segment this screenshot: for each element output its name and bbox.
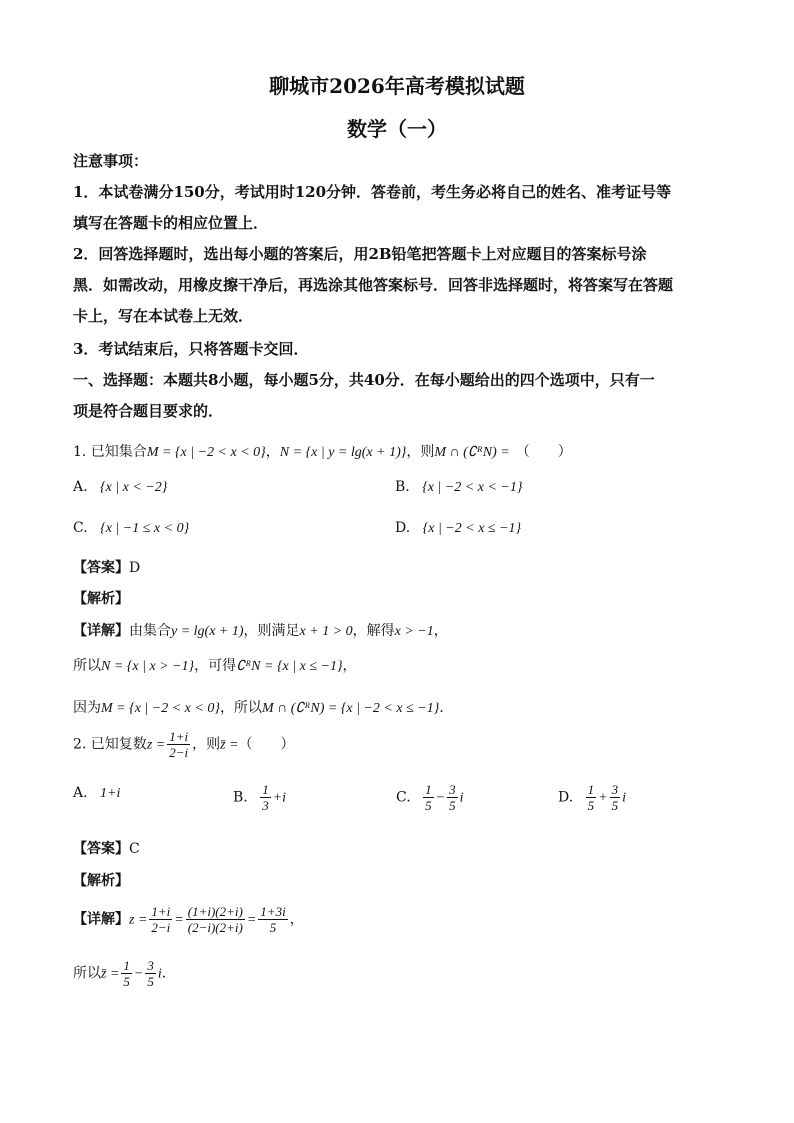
q2-so-frac1 bbox=[121, 958, 132, 989]
q2-then: ，则 bbox=[192, 736, 221, 753]
q1-option-d-text: {x | −2 < x ≤ −1} bbox=[422, 521, 522, 536]
q1-option-a bbox=[73, 479, 167, 496]
q2-d-eq2: = bbox=[246, 912, 257, 928]
q2-option-a-text: 1+i bbox=[100, 786, 121, 801]
notice-item-3: 3．考试结束后，只将答题卡交回． bbox=[73, 340, 309, 358]
q2-d-f3-num: 1+3i bbox=[260, 904, 286, 919]
q2-z-eq: z = bbox=[146, 737, 166, 753]
q1-option-b bbox=[395, 479, 522, 496]
q1-d2e: ， bbox=[342, 658, 357, 674]
q2-d-den1: 5 bbox=[587, 798, 595, 813]
q2-d-mid: + bbox=[598, 790, 608, 806]
q1-d3a: 因为 bbox=[73, 700, 101, 716]
question-1-stem bbox=[73, 441, 572, 461]
q2-so-tail: i bbox=[157, 966, 162, 982]
q2-option-d bbox=[558, 782, 626, 813]
q1-detail-line-2 bbox=[73, 655, 357, 675]
q1-paren: （ ） bbox=[515, 444, 572, 460]
q1-sep: ， bbox=[265, 444, 280, 460]
q2-b-den: 3 bbox=[262, 798, 269, 813]
q1-d3b: M = {x | −2 < x < 0} bbox=[101, 701, 220, 716]
q2-d-comma: ， bbox=[289, 911, 304, 928]
q2-prefix: 2. 已知复数 bbox=[73, 736, 147, 753]
q2-b-tail: +i bbox=[272, 790, 287, 806]
q2-zbar-eq: z̄ = bbox=[220, 737, 239, 753]
q2-d-frac3 bbox=[258, 904, 287, 935]
q1-answer-tag: 【答案】 bbox=[73, 560, 129, 576]
q2-c-den1: 5 bbox=[425, 798, 432, 813]
q2-analysis-tag: 【解析】 bbox=[73, 873, 129, 889]
q1-prefix: 1. 已知集合 bbox=[73, 444, 147, 460]
q1-d1b: y = lg(x + 1) bbox=[171, 624, 244, 639]
q2-option-d-frac2 bbox=[610, 782, 621, 813]
section-heading-line-1: 一、选择题：本题共8小题，每小题5分，共40分．在每小题给出的四个选项中，只有一 bbox=[73, 371, 655, 389]
q2-option-c-frac2 bbox=[447, 782, 458, 813]
q2-d-eq1: = bbox=[174, 912, 184, 928]
q1-d1c: ，则满足 bbox=[243, 623, 300, 639]
q2-d-f3-den: 5 bbox=[269, 920, 277, 935]
q2-d-f1-den: 2−i bbox=[151, 920, 171, 935]
q1-option-c-text: {x | −1 ≤ x < 0} bbox=[100, 521, 190, 536]
q2-d-den2: 5 bbox=[611, 798, 619, 813]
q2-so-num1: 1 bbox=[123, 958, 130, 973]
q1-d3e: ． bbox=[439, 700, 454, 716]
q1-d1d: x + 1 > 0 bbox=[299, 624, 353, 639]
notice-heading: 注意事项： bbox=[73, 152, 149, 170]
q2-detail-tag: 【详解】 bbox=[73, 911, 129, 928]
q2-option-b bbox=[233, 782, 286, 813]
notice-item-2-line-3: 卡上，写在本试卷上无效． bbox=[73, 307, 254, 325]
q2-detail-line-1 bbox=[73, 904, 304, 935]
q2-answer bbox=[73, 838, 140, 858]
q2-option-a-label: A. bbox=[73, 785, 88, 801]
q2-frac-num: 1+i bbox=[169, 729, 189, 744]
q1-d1g: ， bbox=[433, 623, 448, 639]
notice-item-1-line-1: 1．本试卷满分150分，考试用时120分钟．答卷前，考生务必将自己的姓名、准考证号等 bbox=[73, 183, 672, 201]
page-title: 聊城市2026年高考模拟试题 bbox=[269, 74, 525, 98]
notice-item-2-line-2: 黑．如需改动，用橡皮擦干净后，再选涂其他答案标号．回答非选择题时，将答案写在答题 bbox=[73, 276, 674, 294]
q2-c-num1: 1 bbox=[425, 782, 432, 797]
q1-d3c: ，所以 bbox=[219, 700, 262, 716]
q1-d2b: N = {x | x > −1} bbox=[101, 659, 195, 674]
q1-detail-tag: 【详解】 bbox=[73, 623, 129, 639]
q1-option-a-text: {x | x < −2} bbox=[100, 480, 168, 495]
q2-b-num: 1 bbox=[262, 782, 269, 797]
q2-so-prefix: 所以 bbox=[73, 965, 101, 982]
q2-c-num2: 3 bbox=[449, 782, 456, 797]
q2-d-frac1 bbox=[149, 904, 172, 935]
q2-so-zbar: z̄ = bbox=[101, 966, 120, 982]
q1-option-b-text: {x | −2 < x < −1} bbox=[422, 480, 523, 495]
q2-option-c bbox=[396, 782, 463, 813]
q1-d2c: ，可得 bbox=[194, 658, 237, 674]
q2-detail-line-2 bbox=[73, 958, 176, 989]
q2-d-f2-den: (2−i)(2+i) bbox=[187, 920, 243, 935]
q1-d2a: 所以 bbox=[73, 658, 101, 674]
q1-detail-line-3 bbox=[73, 697, 453, 717]
q1-d1f: x > −1 bbox=[394, 624, 434, 639]
q1-answer-value: D bbox=[129, 560, 141, 576]
q2-d-frac2 bbox=[186, 904, 245, 935]
q2-d-f1-num: 1+i bbox=[151, 904, 171, 919]
q2-d-num1: 1 bbox=[587, 782, 595, 797]
q2-so-end: ． bbox=[161, 965, 176, 982]
q2-option-d-label: D. bbox=[558, 789, 574, 806]
q2-d-tail: i bbox=[622, 790, 626, 806]
q1-option-d bbox=[395, 520, 521, 537]
q2-option-d-frac1 bbox=[586, 782, 597, 813]
q2-paren: （ ） bbox=[238, 736, 295, 753]
q2-option-b-label: B. bbox=[233, 789, 248, 806]
question-2-stem bbox=[73, 729, 295, 760]
q2-c-tail: i bbox=[459, 790, 464, 806]
q2-d-z: z = bbox=[129, 912, 148, 928]
q1-option-d-label: D. bbox=[395, 520, 411, 536]
q1-d3d: M ∩ (∁ᴿN) = {x | −2 < x ≤ −1} bbox=[261, 701, 440, 716]
q2-option-c-label: C. bbox=[396, 789, 411, 806]
q1-option-a-label: A. bbox=[73, 479, 88, 495]
q1-answer bbox=[73, 557, 140, 577]
q1-set-m: M = {x | −2 < x < 0} bbox=[146, 445, 266, 460]
q1-option-c bbox=[73, 520, 189, 537]
q2-c-mid: − bbox=[435, 790, 446, 806]
q2-d-f2-num: (1+i)(2+i) bbox=[187, 904, 243, 919]
q1-option-b-label: B. bbox=[395, 479, 410, 495]
q2-so-den2: 5 bbox=[147, 974, 154, 989]
q2-so-den1: 5 bbox=[123, 974, 130, 989]
q1-then: ，则 bbox=[406, 444, 435, 460]
q1-expr: M ∩ (∁ᴿN) = bbox=[434, 445, 510, 460]
q1-d2d: ∁ᴿN = {x | x ≤ −1} bbox=[236, 659, 343, 674]
page-subtitle: 数学（一） bbox=[347, 117, 447, 141]
q2-answer-value: C bbox=[129, 841, 140, 857]
q2-frac-den: 2−i bbox=[169, 745, 189, 760]
q2-option-b-fraction bbox=[260, 782, 271, 813]
q2-option-c-frac1 bbox=[423, 782, 434, 813]
q2-so-mid: − bbox=[133, 966, 144, 982]
q2-answer-tag: 【答案】 bbox=[73, 841, 129, 857]
q1-set-n: N = {x | y = lg(x + 1)} bbox=[279, 445, 407, 460]
q2-option-a bbox=[73, 785, 120, 802]
notice-item-2-line-1: 2．回答选择题时，选出每小题的答案后，用2B铅笔把答题卡上对应题目的答案标号涂 bbox=[73, 245, 647, 263]
q1-option-c-label: C. bbox=[73, 520, 88, 536]
q2-fraction bbox=[167, 729, 190, 760]
q2-c-den2: 5 bbox=[449, 798, 456, 813]
q2-so-num2: 3 bbox=[147, 958, 154, 973]
notice-item-1-line-2: 填写在答题卡的相应位置上． bbox=[73, 214, 269, 232]
q1-d1a: 由集合 bbox=[129, 623, 171, 639]
q2-d-num2: 3 bbox=[611, 782, 619, 797]
q1-detail-line-1 bbox=[73, 620, 448, 640]
q1-analysis-tag: 【解析】 bbox=[73, 591, 129, 607]
section-heading-line-2: 项是符合题目要求的． bbox=[73, 402, 224, 420]
q1-d1e: ，解得 bbox=[352, 623, 395, 639]
q2-so-frac2 bbox=[145, 958, 156, 989]
